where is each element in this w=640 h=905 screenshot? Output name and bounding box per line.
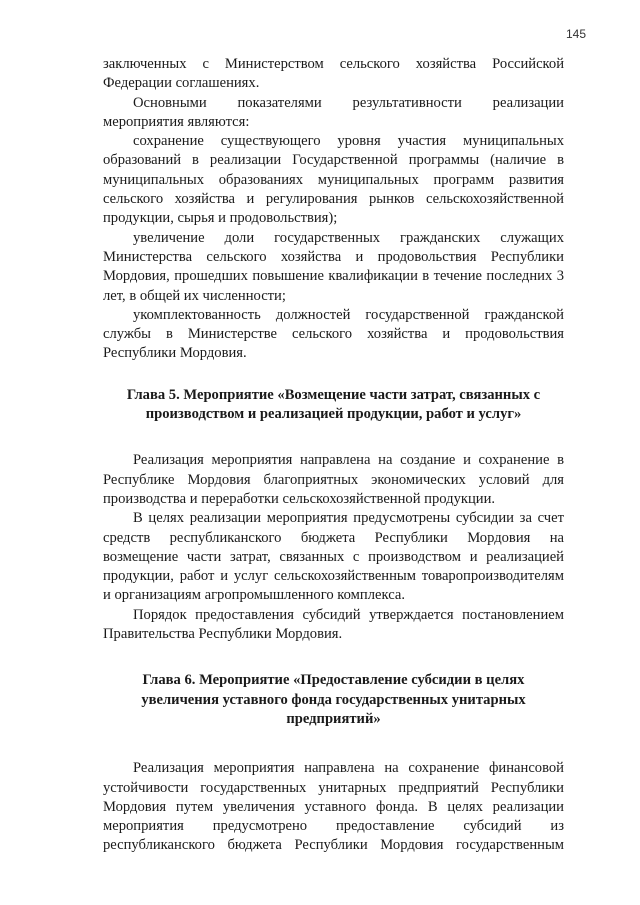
paragraph-indicators-intro: Основными показателями результативности реализации [133,94,564,111]
chapter-6-title-line-3: предприятий» [286,710,381,727]
paragraph-continuation: заключенных с Министерством сельского хозяйства Российской [103,56,564,72]
paragraph-indicator-1: сохранение существующего уровня участия муниципальных образований в реализации Государственной программы (наличие в муниципальных образованиях муниципальных программ развития сельского хозяйства и регулирования рынков сельскохозяйственной продукции, сырья и продовольствия); [103,133,564,227]
chapter-5-paragraph-1: Реализация мероприятия направлена на создание и сохранение в Республике Мордовия благоприятных экономических условий для производства и переработки сельскохозяйственной продукции. [103,452,564,507]
chapter-5-paragraph-3: Порядок предоставления субсидий утверждается постановлением Правительства Республики Мордовия. [103,606,564,643]
paragraph-continuation-end: Федерации соглашениях. [103,75,260,92]
chapter-5-heading [103,386,564,425]
paragraph-indicator-3: укомплектованность должностей государственной гражданской службы в Министерстве сельского хозяйства и продовольствия Республики Мордовия. [103,306,564,362]
chapter-5-title-line-1: Глава 5. Мероприятие «Возмещение части затрат, связанных с [126,386,541,403]
chapter-6-paragraph-1: Реализация мероприятия направлена на сохранение финансовой устойчивости государственных унитарных предприятий Республики Мордовия путем увеличения уставного фонда. В целях реализации мероприятия предусмотрено предоставление субсидий из республиканского бюджета Республики Мордовия государственным [103,760,564,854]
chapter-5-title-line-2: производством и реализацией продукции, работ и услуг» [145,406,522,423]
paragraph-indicator-2: увеличение доли государственных гражданских служащих Министерства сельского хозяйства и продовольствия Республики Мордовия, прошедших повышение квалификации в течение последних 3 лет, в общей их численности; [103,229,564,304]
chapter-6-title-line-1: Глава 6. Мероприятие «Предоставление субсидии в целях [142,672,525,689]
chapter-6-heading [103,671,564,729]
chapter-6-title-line-2: увеличения уставного фонда государственных унитарных [141,691,526,708]
chapter-5-paragraph-2: В целях реализации мероприятия предусмотрены субсидии за счет средств республиканского бюджета Республики Мордовия на возмещение части затрат, связанных с производством и реализацией продукции, работ и услуг сельскохозяйственным товаропроизводителям и организациям агропромышленного комплекса. [103,510,564,604]
paragraph-indicators-intro-end: мероприятия являются: [103,113,250,130]
document-body [103,55,564,856]
page-number: 145 [565,27,586,41]
